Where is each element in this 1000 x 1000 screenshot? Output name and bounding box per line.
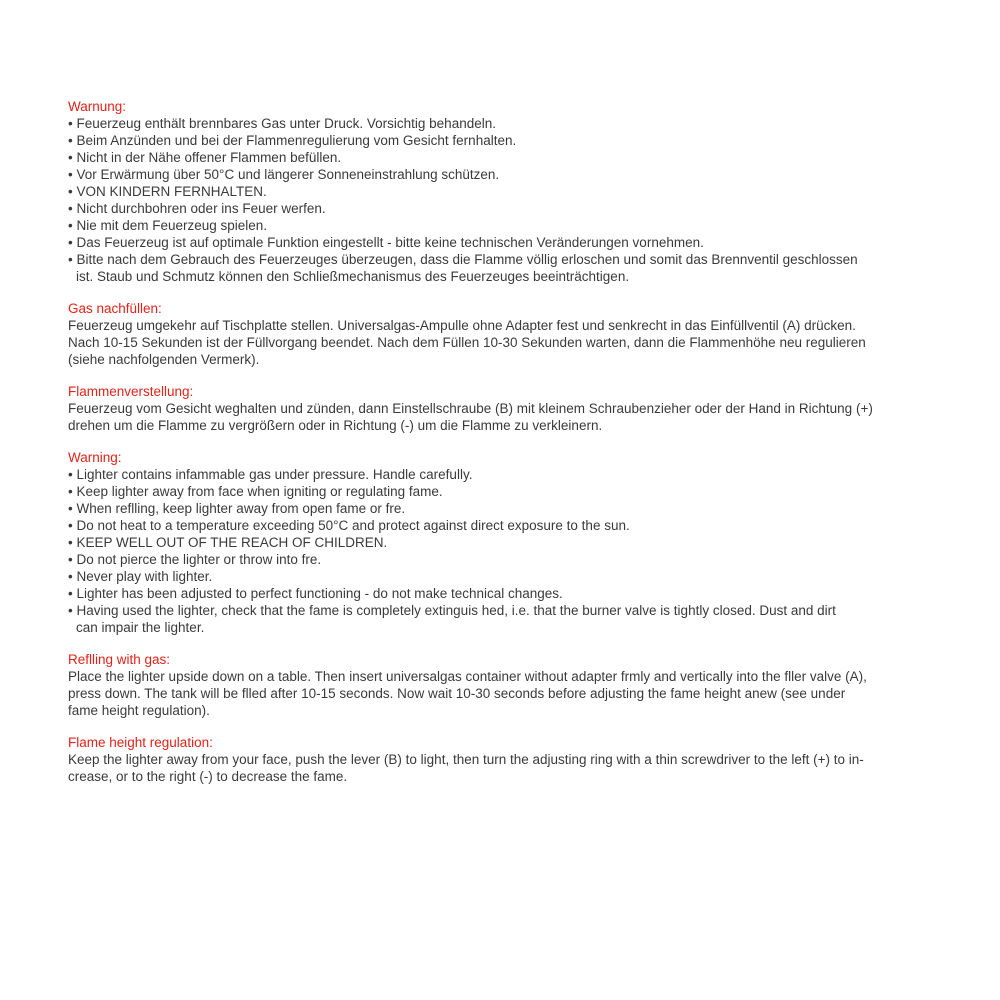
section-heading: Warnung: xyxy=(68,99,127,114)
text-line: (siehe nachfolgenden Vermerk). xyxy=(68,352,260,367)
text-line: • Feuerzeug enthält brennbares Gas unter Druck. Vorsichtig behandeln. xyxy=(68,116,496,131)
text-line: Place the lighter upside down on a table. Then insert universalgas container without adapter frmly and vertically into the fller valve (A), xyxy=(68,669,867,684)
section-heading: Gas nachfüllen: xyxy=(68,301,162,316)
text-line: • Do not heat to a temperature exceeding 50°C and protect against direct exposure to the sun. xyxy=(68,518,630,533)
text-line: Nach 10-15 Sekunden ist der Füllvorgang beendet. Nach dem Füllen 10-30 Sekunden warten, dann die Flammenhöhe neu regulieren xyxy=(68,335,866,350)
section xyxy=(68,734,940,785)
text-line: can impair the lighter. xyxy=(76,620,205,635)
text-line: • Lighter contains infammable gas under pressure. Handle carefully. xyxy=(68,467,473,482)
document-sections xyxy=(68,98,940,785)
text-line: • Das Feuerzeug ist auf optimale Funktion eingestellt - bitte keine technischen Veränderungen vornehmen. xyxy=(68,235,704,250)
text-line: • When reflling, keep lighter away from open fame or fre. xyxy=(68,501,406,516)
text-line: Keep the lighter away from your face, push the lever (B) to light, then turn the adjusting ring with a thin screwdriver to the left (+) to in- xyxy=(68,752,864,767)
text-line: • Having used the lighter, check that the fame is completely extinguis hed, i.e. that the burner valve is tightly closed. Dust and dirt xyxy=(68,603,836,618)
section-heading: Flame height regulation: xyxy=(68,735,213,750)
section-heading: Warning: xyxy=(68,450,122,465)
text-line: • Lighter has been adjusted to perfect functioning - do not make technical changes. xyxy=(68,586,563,601)
section xyxy=(68,98,940,285)
text-line: • Nicht durchbohren oder ins Feuer werfen. xyxy=(68,201,326,216)
text-line: • VON KINDERN FERNHALTEN. xyxy=(68,184,267,199)
text-line: • Beim Anzünden und bei der Flammenregulierung vom Gesicht fernhalten. xyxy=(68,133,517,148)
text-line: crease, or to the right (-) to decrease the fame. xyxy=(68,769,348,784)
text-line: • Nicht in der Nähe offener Flammen befüllen. xyxy=(68,150,342,165)
text-line: • Nie mit dem Feuerzeug spielen. xyxy=(68,218,268,233)
section xyxy=(68,449,940,636)
text-line: • Bitte nach dem Gebrauch des Feuerzeuges überzeugen, dass die Flamme völlig erloschen und somit das Brennventil geschlossen xyxy=(68,252,858,267)
text-line: Feuerzeug vom Gesicht weghalten und zünden, dann Einstellschraube (B) mit kleinem Schraubenzieher oder der Hand in Richtung (+) xyxy=(68,401,873,416)
section-heading: Reflling with gas: xyxy=(68,652,171,667)
text-line: fame height regulation). xyxy=(68,703,210,718)
text-line: • Do not pierce the lighter or throw into fre. xyxy=(68,552,322,567)
text-line: press down. The tank will be flled after 10-15 seconds. Now wait 10-30 seconds before adjusting the fame height anew (see under xyxy=(68,686,846,701)
text-line: Feuerzeug umgekehr auf Tischplatte stellen. Universalgas-Ampulle ohne Adapter fest und senkrecht in das Einfüllventil (A) drücken. xyxy=(68,318,856,333)
section-heading: Flammenverstellung: xyxy=(68,384,194,399)
text-line: • KEEP WELL OUT OF THE REACH OF CHILDREN. xyxy=(68,535,388,550)
text-line: • Never play with lighter. xyxy=(68,569,213,584)
text-line: • Keep lighter away from face when igniting or regulating fame. xyxy=(68,484,443,499)
text-line: • Vor Erwärmung über 50°C und längerer Sonneneinstrahlung schützen. xyxy=(68,167,500,182)
text-line: ist. Staub und Schmutz können den Schließmechanismus des Feuerzeuges beeinträchtigen. xyxy=(76,269,630,284)
section xyxy=(68,651,940,719)
section xyxy=(68,300,940,368)
text-line: drehen um die Flamme zu vergrößern oder in Richtung (-) um die Flamme zu verkleinern. xyxy=(68,418,603,433)
section xyxy=(68,383,940,434)
